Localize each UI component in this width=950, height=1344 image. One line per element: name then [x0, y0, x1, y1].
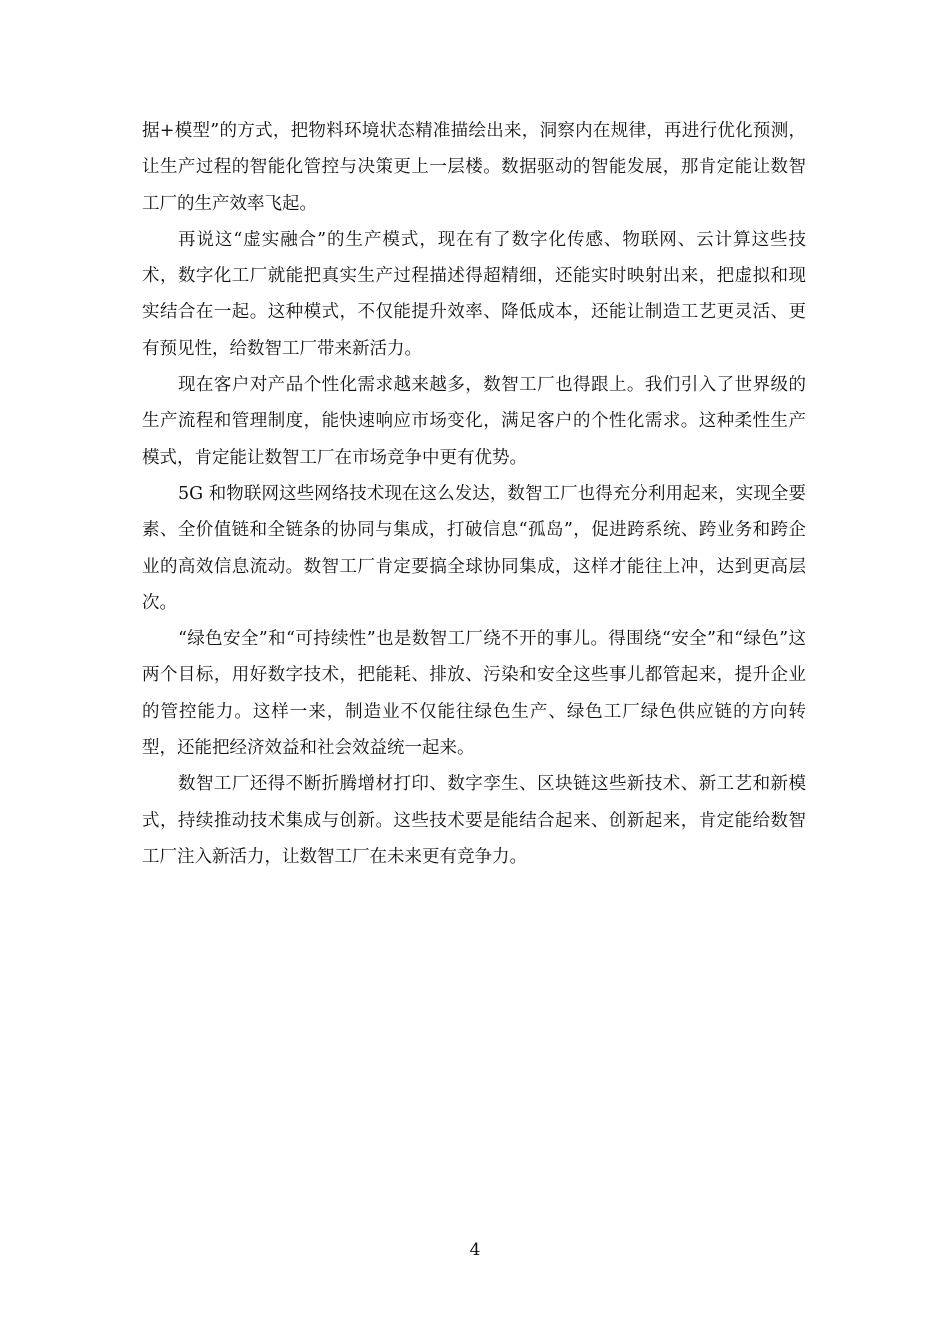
paragraph: “绿色安全”和“可持续性”也是数智工厂绕不开的事儿。得围绕“安全”和“绿色”这两个目标，用好数字技术，把能耗、排放、污染和安全这些事儿都管起来，提升企业的管控能力。这样一来，制造业不仅能往绿色生产、绿色工厂绿色供应链的方向转型，还能把经济效益和社会效益统一起来。 — [142, 629, 806, 759]
body-text — [142, 113, 806, 875]
paragraph: 5G 和物联网这些网络技术现在这么发达，数智工厂也得充分利用起来，实现全要素、全价值链和全链条的协同与集成，打破信息“孤岛”，促进跨系统、跨业务和跨企业的高效信息流动。数智工厂肯定要搞全球协同集成，这样才能往上冲，达到更高层次。 — [142, 483, 806, 613]
paragraph: 再说这“虚实融合”的生产模式，现在有了数字化传感、物联网、云计算这些技术，数字化工厂就能把真实生产过程描述得超精细，还能实时映射出来，把虚拟和现实结合在一起。这种模式，不仅能提升效率、降低成本，还能让制造工艺更灵活、更有预见性，给数智工厂带来新活力。 — [142, 229, 806, 359]
page-number: 4 — [469, 1240, 481, 1260]
paragraph: 现在客户对产品个性化需求越来越多，数智工厂也得跟上。我们引入了世界级的生产流程和管理制度，能快速响应市场变化，满足客户的个性化需求。这种柔性生产模式，肯定能让数智工厂在市场竞争中更有优势。 — [142, 375, 806, 468]
paragraph: 据+模型”的方式，把物料环境状态精准描绘出来，洞察内在规律，再进行优化预测，让生产过程的智能化管控与决策更上一层楼。数据驱动的智能发展，那肯定能让数智工厂的生产效率飞起。 — [142, 121, 806, 214]
paragraph: 数智工厂还得不断折腾增材打印、数字孪生、区块链这些新技术、新工艺和新模式，持续推动技术集成与创新。这些技术要是能结合起来、创新起来，肯定能给数智工厂注入新活力，让数智工厂在未来更有竞争力。 — [142, 774, 806, 867]
